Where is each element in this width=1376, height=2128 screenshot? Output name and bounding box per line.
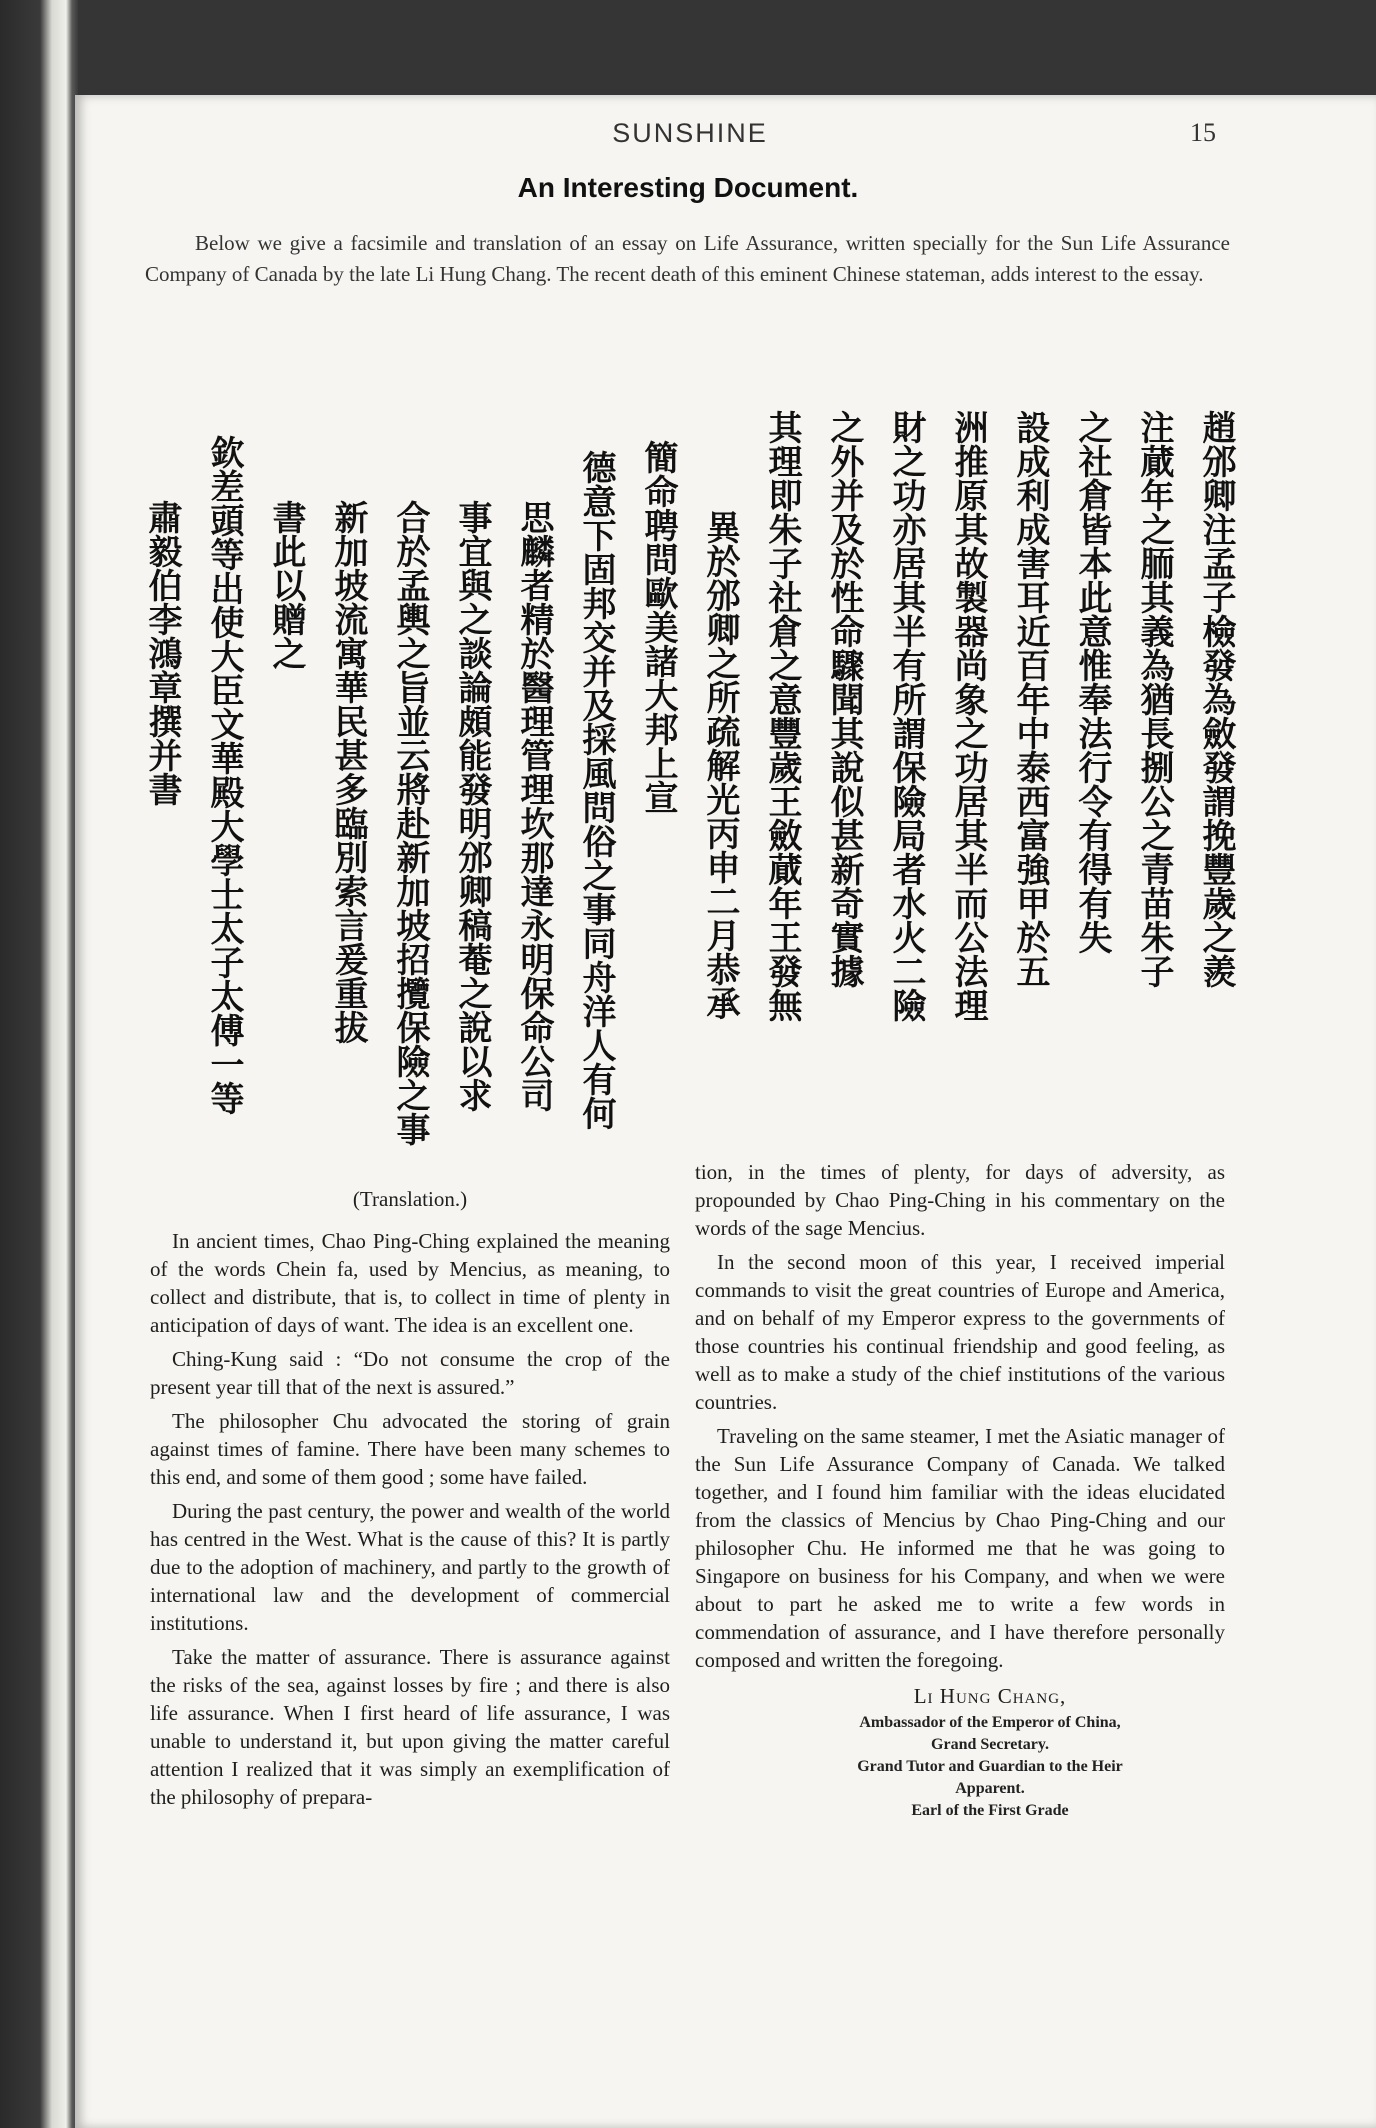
- translation-paragraph: The philosopher Chu advocated the storing of grain against times of famine. There have been many schemes to this end, and some of them good ; some have failed.: [150, 1409, 670, 1489]
- facsimile-column: 趙邠卿注孟子檢發為斂發謂挽豐歲之羨: [1196, 410, 1236, 988]
- facsimile-column: 異於邠卿之所疏解光丙申二月恭承: [700, 510, 740, 1020]
- page-sheet: [75, 95, 1376, 2128]
- translation-left-column: [150, 1185, 670, 1817]
- chinese-facsimile: [110, 410, 1240, 1146]
- intro-text: Below we give a facsimile and translation of an essay on Life Assurance, written specially for the Sun Life Assurance Company of Canada by the late Li Hung Chang. The recent death of this eminent Chinese stateman, adds interest to the essay.: [145, 231, 1230, 286]
- facsimile-column: 書此以贈之: [266, 500, 306, 670]
- facsimile-column: 之外并及於性命驟聞其說似甚新奇實據: [824, 410, 864, 988]
- article-title: An Interesting Document.: [517, 172, 859, 203]
- translation-paragraph-continued: tion, in the times of plenty, for days of adversity, as propounded by Chao Ping-Ching in his commentary on the words of the sage Mencius.: [695, 1160, 1225, 1240]
- facsimile-column: 思麟者精於醫理管理坎那達永明保命公司: [514, 500, 554, 1112]
- facsimile-column: 欽差頭等出使大臣文華殿大學士太子太傅一等: [204, 435, 244, 1115]
- signature-title: Grand Secretary.: [931, 1736, 1049, 1753]
- translation-paragraph: Ching-Kung said : “Do not consume the crop of the present year till that of the next is assured.”: [150, 1347, 670, 1399]
- signature-title: Grand Tutor and Guardian to the Heir: [857, 1758, 1123, 1775]
- facsimile-column: 簡命聘問歐美諸大邦上宣: [638, 440, 678, 814]
- facsimile-column: 合於孟輿之旨並云將赴新加坡招攬保險之事: [390, 500, 430, 1146]
- translation-paragraph: Take the matter of assurance. There is assurance against the risks of the sea, against losses by fire ; and there is also life assurance. When I first heard of life assurance, I was unable to understand it, but upon giving the matter careful attention I realized that it was simply an exemplification of the philosophy of prepara-: [150, 1645, 670, 1809]
- translation-paragraph: In ancient times, Chao Ping-Ching explained the meaning of the words Chein fa, used by Mencius, as meaning, to collect and distribute, that is, to collect in time of plenty in anticipation of days of want. The idea is an excellent one.: [150, 1229, 670, 1337]
- translation-paragraph: During the past century, the power and wealth of the world has centred in the West. What is the cause of this? It is partly due to the adoption of machinery, and partly to the growth of international law and the development of commercial institutions.: [150, 1499, 670, 1635]
- facsimile-column: 之社倉皆本此意惟奉法行令有得有失: [1072, 410, 1112, 954]
- signature-title: Ambassador of the Emperor of China,: [859, 1714, 1121, 1731]
- adjacent-page-edge: [0, 0, 78, 2128]
- facsimile-column: 設成利成害耳近百年中泰西富強甲於五: [1010, 410, 1050, 988]
- page-number: 15: [1190, 118, 1216, 147]
- facsimile-column: 新加坡流寓華民甚多臨別索言爰重拔: [328, 500, 368, 1044]
- signature-title: Apparent.: [955, 1780, 1025, 1797]
- intro-paragraph: [145, 228, 1230, 290]
- translation-heading: (Translation.): [352, 1187, 468, 1211]
- scan-background-top: [0, 0, 1376, 95]
- translation-paragraph: Traveling on the same steamer, I met the Asiatic manager of the Sun Life Assurance Company of Canada. We talked together, and I found him familiar with the ideas elucidated from the classics of Mencius by Chao Ping-Ching and our philosopher Chu. He informed me that he was going to Singapore on business for his Company, and when we were about to part he asked me to write a few words in commendation of assurance, and I have therefore personally composed and written the foregoing.: [695, 1424, 1225, 1672]
- facsimile-column: 財之功亦居其半有所謂保險局者水火二險: [886, 410, 926, 1022]
- facsimile-column: 肅毅伯李鴻章撰并書: [142, 500, 182, 806]
- facsimile-column: 注蕆年之胹其義為猶長捌公之青苗朱子: [1134, 410, 1174, 988]
- translation-paragraph: In the second moon of this year, I received imperial commands to visit the great countries of Europe and America, and on behalf of my Emperor express to the governments of those countries his continual friendship and good feeling, as well as to make a study of the chief institutions of the various countries.: [695, 1250, 1225, 1414]
- running-title: SUNSHINE: [612, 118, 768, 148]
- signature-title: Earl of the First Grade: [911, 1802, 1069, 1819]
- signature-name: Li Hung Chang,: [913, 1684, 1067, 1708]
- translation-right-column: [695, 1158, 1225, 1822]
- facsimile-column: 其理即朱子社倉之意豐歲王斂蕆年王發無: [762, 410, 802, 1022]
- facsimile-column: 洲推原其故製器尚象之功居其半而公法理: [948, 410, 988, 1022]
- facsimile-column: 德意下固邦交并及採風問俗之事同舟洋人有何: [576, 450, 616, 1130]
- facsimile-column: 事宜與之談論頗能發明邠卿稿菴之說以求: [452, 500, 492, 1112]
